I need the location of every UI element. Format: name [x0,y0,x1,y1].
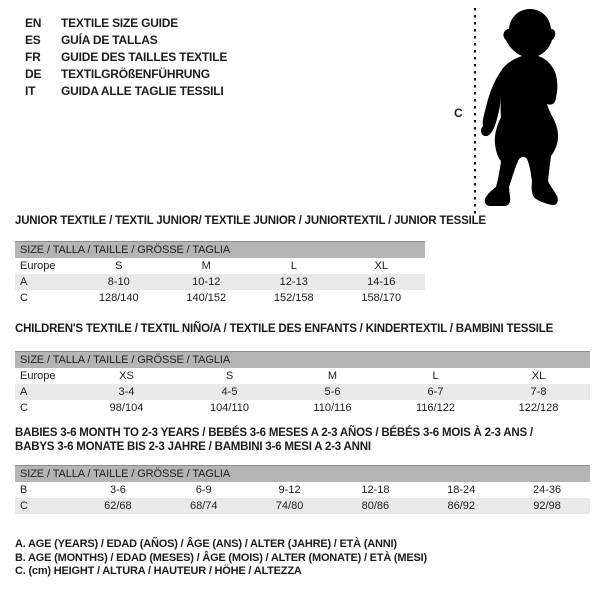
language-code: DE [25,67,42,81]
size-value: L [432,370,439,382]
size-value: 158/170 [361,292,402,304]
size-value: 4-5 [221,386,238,398]
baby-silhouette-graphic [440,0,600,220]
size-value: 104/110 [210,402,249,414]
size-value: 10-12 [192,276,221,288]
size-value: 140/152 [186,292,227,304]
childrens-size-table [15,351,590,416]
size-value: 24-36 [533,484,562,496]
table-row [15,384,590,400]
row-label: A [20,276,28,288]
language-row [25,32,227,49]
note-height-cm: C. (cm) HEIGHT / ALTURA / HAUTEUR / HÖHE / ALTEZZA [15,565,302,577]
size-value: 116/122 [416,402,455,414]
row-label: C [20,402,28,414]
size-value: 86/92 [447,500,475,512]
size-value: 18-24 [447,484,476,496]
table-header-row [15,466,590,483]
row-label: Europe [20,370,56,382]
size-value: S [225,370,234,382]
baby-height-figure [440,0,600,220]
size-value: M [327,370,338,382]
size-value: 7-8 [530,386,547,398]
language-code: IT [25,84,36,98]
language-code: ES [25,33,41,47]
size-value: XL [374,260,388,272]
language-code: FR [25,50,41,64]
size-value: 62/68 [104,500,132,512]
language-title-list [25,15,227,100]
table-row [15,368,590,384]
row-label: C [20,292,28,304]
size-value: 80/86 [361,500,390,512]
size-value: 122/128 [518,402,559,414]
size-value: 128/140 [98,292,139,304]
legend-notes [15,538,427,579]
size-value: 3-4 [118,386,135,398]
row-label: A [20,386,28,398]
size-value: 3-6 [109,484,126,496]
note-age-months: B. AGE (MONTHS) / EDAD (MESES) / ÂGE (MOIS) / ALTER (MONATE) / ETÀ (MESI) [15,551,427,564]
guide-title: TEXTILGRÖßENFÜHRUNG [61,67,210,81]
size-value: 12-18 [361,484,390,496]
language-code: EN [25,16,42,30]
section-title-block [15,426,590,454]
size-value: M [201,260,211,272]
junior-size-table [15,241,425,306]
size-value: 12-13 [279,276,308,288]
size-value: XL [531,370,546,382]
babies-size-table [15,465,590,514]
section-babies-textile [15,426,590,514]
table-row [15,482,590,498]
baby-silhouette [481,9,558,206]
size-value: 6-9 [195,484,212,496]
size-value: 8-10 [107,276,130,288]
size-value: 68/74 [189,500,218,512]
size-value: 6-7 [427,386,444,398]
section-title-line1: BABIES 3-6 MONTH TO 2-3 YEARS / BEBÉS 3-6 MESES A 2-3 AÑOS / BÉBÉS 3-6 MOIS À 2-3 ANS / [15,427,533,439]
language-row [25,66,227,83]
size-value: 14-16 [367,276,396,288]
guide-title: TEXTILE SIZE GUIDE [61,16,179,30]
section-title-line2: BABYS 3-6 MONATE BIS 2-3 JAHRE / BAMBINI 3-6 MESI A 2-3 ANNI [15,441,371,453]
table-row [15,498,590,514]
size-value: XS [119,370,134,382]
size-header-band: SIZE / TALLA / TAILLE / GRÖSSE / TAGLIA [15,242,425,259]
size-value: L [290,260,297,272]
size-value: S [115,260,123,272]
table-row [15,258,425,274]
table-row [15,274,425,290]
size-value: 92/98 [533,500,561,512]
height-measure-label: C [454,106,463,120]
size-value: 9-12 [278,484,301,496]
row-label: B [20,484,28,496]
guide-title: GUÍA DE TALLAS [61,33,158,47]
row-label: C [20,500,28,512]
section-childrens-textile [15,322,590,416]
size-value: 110/116 [313,402,352,414]
size-value: 152/158 [273,292,314,304]
size-value: 98/104 [109,402,144,414]
table-header-row [15,352,590,369]
size-value: 5-6 [324,386,341,398]
section-title: CHILDREN'S TEXTILE / TEXTIL NIÑO/A / TEXTILE DES ENFANTS / KINDERTEXTIL / BAMBINI TESSILE [15,323,554,335]
row-label: Europe [20,260,56,272]
table-header-row [15,242,425,259]
section-title: JUNIOR TEXTILE / TEXTIL JUNIOR/ TEXTILE JUNIOR / JUNIORTEXTIL / JUNIOR TESSILE [15,215,486,227]
table-row [15,400,590,416]
note-age-years: A. AGE (YEARS) / EDAD (AÑOS) / ÂGE (ANS) / ALTER (JAHRE) / ETÀ (ANNI) [15,538,397,550]
language-row [25,15,227,32]
language-row [25,49,227,66]
guide-title: GUIDA ALLE TAGLIE TESSILI [61,84,224,98]
language-row [25,83,227,100]
table-row [15,290,425,306]
guide-title: GUIDE DES TAILLES TEXTILE [61,50,228,64]
size-header-band: SIZE / TALLA / TAILLE / GRÖSSE / TAGLIA [15,352,590,369]
size-header-band: SIZE / TALLA / TAILLE / GRÖSSE / TAGLIA [15,466,590,483]
section-junior-textile [15,214,486,306]
size-value: 74/80 [275,500,304,512]
